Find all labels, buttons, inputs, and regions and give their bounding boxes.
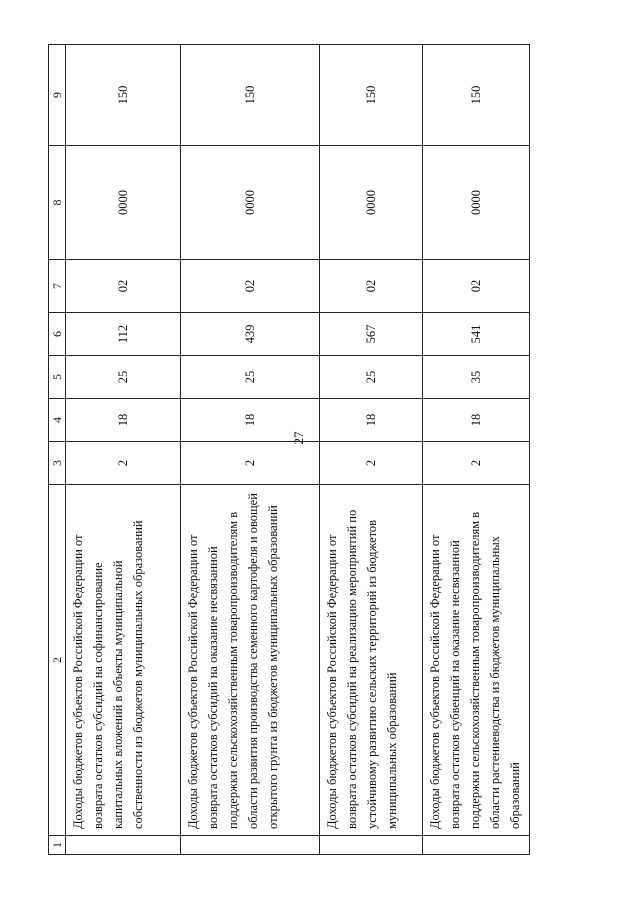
cell-c9: 150 xyxy=(423,45,530,146)
cell-c5: 25 xyxy=(181,356,320,399)
rotated-table-wrapper xyxy=(48,45,528,855)
cell-c4: 18 xyxy=(181,399,320,442)
page-number: 27 xyxy=(291,431,306,445)
column-header: 2 xyxy=(49,485,66,836)
cell-c1 xyxy=(423,836,530,855)
column-header: 5 xyxy=(49,356,66,399)
cell-c5: 35 xyxy=(423,356,530,399)
column-number-row xyxy=(49,45,66,855)
cell-c1 xyxy=(181,836,320,855)
cell-c7: 02 xyxy=(66,260,181,313)
cell-c8: 0000 xyxy=(66,146,181,260)
cell-c6: 567 xyxy=(320,313,423,356)
cell-c1 xyxy=(66,836,181,855)
cell-c6: 112 xyxy=(66,313,181,356)
column-header: 7 xyxy=(49,260,66,313)
cell-c8: 0000 xyxy=(320,146,423,260)
table-row xyxy=(181,45,320,855)
cell-description: Доходы бюджетов субъектов Российской Федерации от возврата остатков субсидий на оказание несвязанной поддержки сельскохозяйственным товаропроизводителям в области развития производства семенного картофеля и овощей открытого грунта из бюджетов муниципальных образований xyxy=(181,485,320,836)
cell-c3: 2 xyxy=(423,442,530,485)
table-row xyxy=(423,45,530,855)
column-header: 3 xyxy=(49,442,66,485)
cell-c4: 18 xyxy=(423,399,530,442)
budget-income-table xyxy=(48,44,530,855)
cell-c6: 541 xyxy=(423,313,530,356)
column-header: 9 xyxy=(49,45,66,146)
cell-c1 xyxy=(320,836,423,855)
column-header: 1 xyxy=(49,836,66,855)
column-header: 4 xyxy=(49,399,66,442)
cell-c7: 02 xyxy=(320,260,423,313)
cell-description: Доходы бюджетов субъектов Российской Федерации от возврата остатков субсидий на софинансирование капитальных вложений в объекты муниципальной собственности из бюджетов муниципальных образований xyxy=(66,485,181,836)
cell-c7: 02 xyxy=(181,260,320,313)
cell-c6: 439 xyxy=(181,313,320,356)
cell-c4: 18 xyxy=(66,399,181,442)
cell-c5: 25 xyxy=(66,356,181,399)
cell-c8: 0000 xyxy=(181,146,320,260)
cell-c9: 150 xyxy=(66,45,181,146)
cell-description: Доходы бюджетов субъектов Российской Федерации от возврата остатков субвенций на оказание несвязанной поддержки сельскохозяйственным товаропроизводителям в области растениеводства из бюджетов муниципальных образований xyxy=(423,485,530,836)
cell-c4: 18 xyxy=(320,399,423,442)
table-row xyxy=(66,45,181,855)
cell-description: Доходы бюджетов субъектов Российской Федерации от возврата остатков субсидий на реализацию мероприятий по устойчивому развитию сельских территорий из бюджетов муниципальных образований xyxy=(320,485,423,836)
cell-c7: 02 xyxy=(423,260,530,313)
column-header: 8 xyxy=(49,146,66,260)
column-header: 6 xyxy=(49,313,66,356)
cell-c3: 2 xyxy=(66,442,181,485)
cell-c8: 0000 xyxy=(423,146,530,260)
cell-c3: 2 xyxy=(181,442,320,485)
cell-c9: 150 xyxy=(181,45,320,146)
cell-c3: 2 xyxy=(320,442,423,485)
cell-c5: 25 xyxy=(320,356,423,399)
table-row xyxy=(320,45,423,855)
cell-c9: 150 xyxy=(320,45,423,146)
